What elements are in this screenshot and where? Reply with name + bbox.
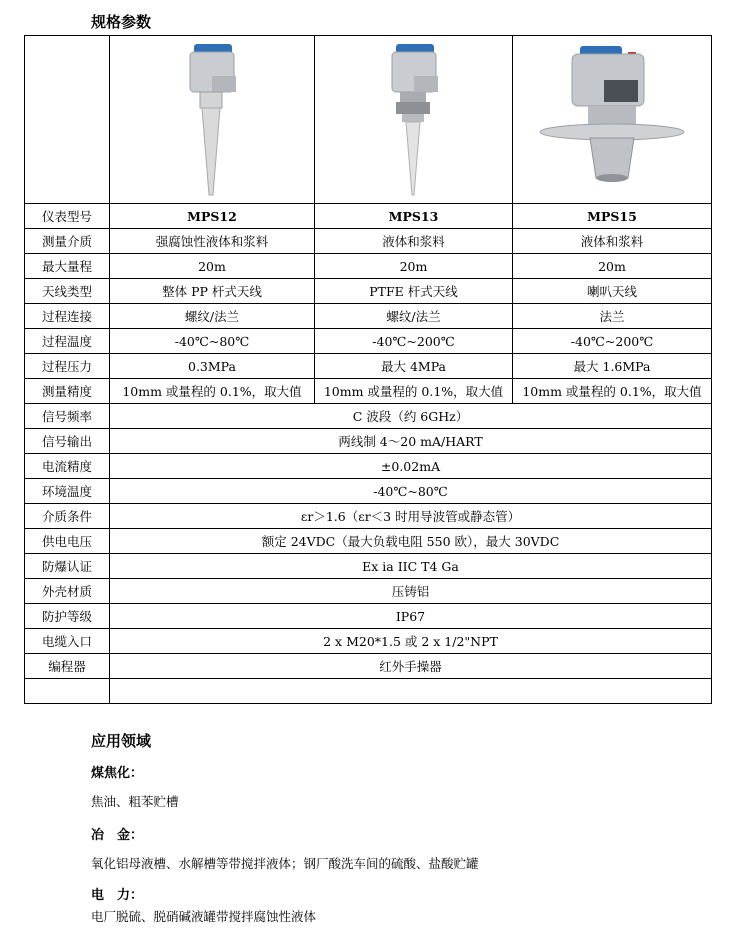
shared-cell: 额定 24VDC（最大负载电阻 550 欧），最大 30VDC [110, 529, 712, 554]
shared-cell: C 波段（约 6GHz） [110, 404, 712, 429]
row-label: 外壳材质 [25, 579, 110, 604]
spec-row [25, 254, 712, 279]
cell: 喇叭天线 [513, 279, 712, 304]
spec-table [24, 35, 712, 704]
application-section-name: 冶 金： [91, 828, 144, 843]
spec-row [25, 279, 712, 304]
row-label: 测量精度 [25, 379, 110, 404]
cell: 整体 PP 杆式天线 [110, 279, 315, 304]
empty-cell [25, 679, 110, 704]
cell: -40℃~200℃ [513, 329, 712, 354]
shared-row [25, 629, 712, 654]
cell: -40℃~200℃ [315, 329, 513, 354]
row-label: 最大量程 [25, 254, 110, 279]
shared-row [25, 504, 712, 529]
shared-cell: 压铸铝 [110, 579, 712, 604]
cell: 液体和浆料 [513, 229, 712, 254]
shared-row [25, 429, 712, 454]
cell: -40℃~80℃ [110, 329, 315, 354]
cell: 20m [513, 254, 712, 279]
shared-cell: 两线制 4～20 mA/HART [110, 429, 712, 454]
shared-row [25, 654, 712, 679]
cell: 法兰 [513, 304, 712, 329]
application-title: 应用领域 [91, 732, 152, 750]
shared-row [25, 479, 712, 504]
shared-cell: -40℃~80℃ [110, 479, 712, 504]
rod-antenna-probe-icon [172, 40, 252, 200]
row-label: 环境温度 [25, 479, 110, 504]
row-label: 供电电压 [25, 529, 110, 554]
spec-row [25, 379, 712, 404]
shared-cell: Ex ia IIC T4 Ga [110, 554, 712, 579]
cell: PTFE 杆式天线 [315, 279, 513, 304]
row-label: 天线类型 [25, 279, 110, 304]
image-row [25, 36, 712, 204]
shared-cell: εr＞1.6（εr＜3 时用导波管或静态管） [110, 504, 712, 529]
cell: 10mm 或量程的 0.1%，取大值 [110, 379, 315, 404]
shared-row [25, 579, 712, 604]
spec-row [25, 229, 712, 254]
row-label: 测量介质 [25, 229, 110, 254]
row-label: 过程连接 [25, 304, 110, 329]
row-label: 信号频率 [25, 404, 110, 429]
row-label: 信号输出 [25, 429, 110, 454]
shared-cell: IP67 [110, 604, 712, 629]
cell: 0.3MPa [110, 354, 315, 379]
application-section-name: 电 力： [91, 888, 144, 903]
cell: 螺纹/法兰 [110, 304, 315, 329]
row-label: 防爆认证 [25, 554, 110, 579]
spec-row [25, 329, 712, 354]
shared-row [25, 554, 712, 579]
cell: 液体和浆料 [315, 229, 513, 254]
cell: 最大 4MPa [315, 354, 513, 379]
shared-row [25, 404, 712, 429]
model-mps13: MPS13 [315, 204, 513, 229]
horn-antenna-flange-icon [532, 40, 692, 200]
shared-cell: ±0.02mA [110, 454, 712, 479]
spec-row [25, 304, 712, 329]
row-label: 编程器 [25, 654, 110, 679]
section-title: 规格参数 [91, 13, 152, 31]
spec-row [25, 354, 712, 379]
shared-row [25, 604, 712, 629]
product-image-mps13 [315, 36, 513, 204]
cell: 螺纹/法兰 [315, 304, 513, 329]
image-row-label [25, 36, 110, 204]
product-image-mps12 [110, 36, 315, 204]
row-label: 介质条件 [25, 504, 110, 529]
shared-cell: 2 x M20*1.5 或 2 x 1/2"NPT [110, 629, 712, 654]
empty-row [25, 679, 712, 704]
rod-antenna-probe-threaded-icon [374, 40, 454, 200]
cell: 10mm 或量程的 0.1%，取大值 [513, 379, 712, 404]
row-label: 电缆入口 [25, 629, 110, 654]
cell: 最大 1.6MPa [513, 354, 712, 379]
cell: 20m [110, 254, 315, 279]
product-image-mps15 [513, 36, 712, 204]
shared-cell: 红外手操器 [110, 654, 712, 679]
application-section-name: 煤焦化： [91, 766, 144, 781]
shared-row [25, 529, 712, 554]
row-label: 电流精度 [25, 454, 110, 479]
row-label: 过程温度 [25, 329, 110, 354]
model-mps12: MPS12 [110, 204, 315, 229]
row-label: 防护等级 [25, 604, 110, 629]
cell: 强腐蚀性液体和浆料 [110, 229, 315, 254]
empty-cell [110, 679, 712, 704]
application-section-text: 焦油、粗苯贮槽 [91, 794, 179, 809]
model-row [25, 204, 712, 229]
model-label: 仪表型号 [25, 204, 110, 229]
application-section-text: 电厂脱硫、脱硝碱液罐带搅拌腐蚀性液体 [91, 909, 317, 924]
shared-row [25, 454, 712, 479]
cell: 20m [315, 254, 513, 279]
model-mps15: MPS15 [513, 204, 712, 229]
cell: 10mm 或量程的 0.1%，取大值 [315, 379, 513, 404]
application-section-text: 氧化铝母液槽、水解槽等带搅拌液体；钢厂酸洗车间的硫酸、盐酸贮罐 [91, 856, 479, 871]
row-label: 过程压力 [25, 354, 110, 379]
